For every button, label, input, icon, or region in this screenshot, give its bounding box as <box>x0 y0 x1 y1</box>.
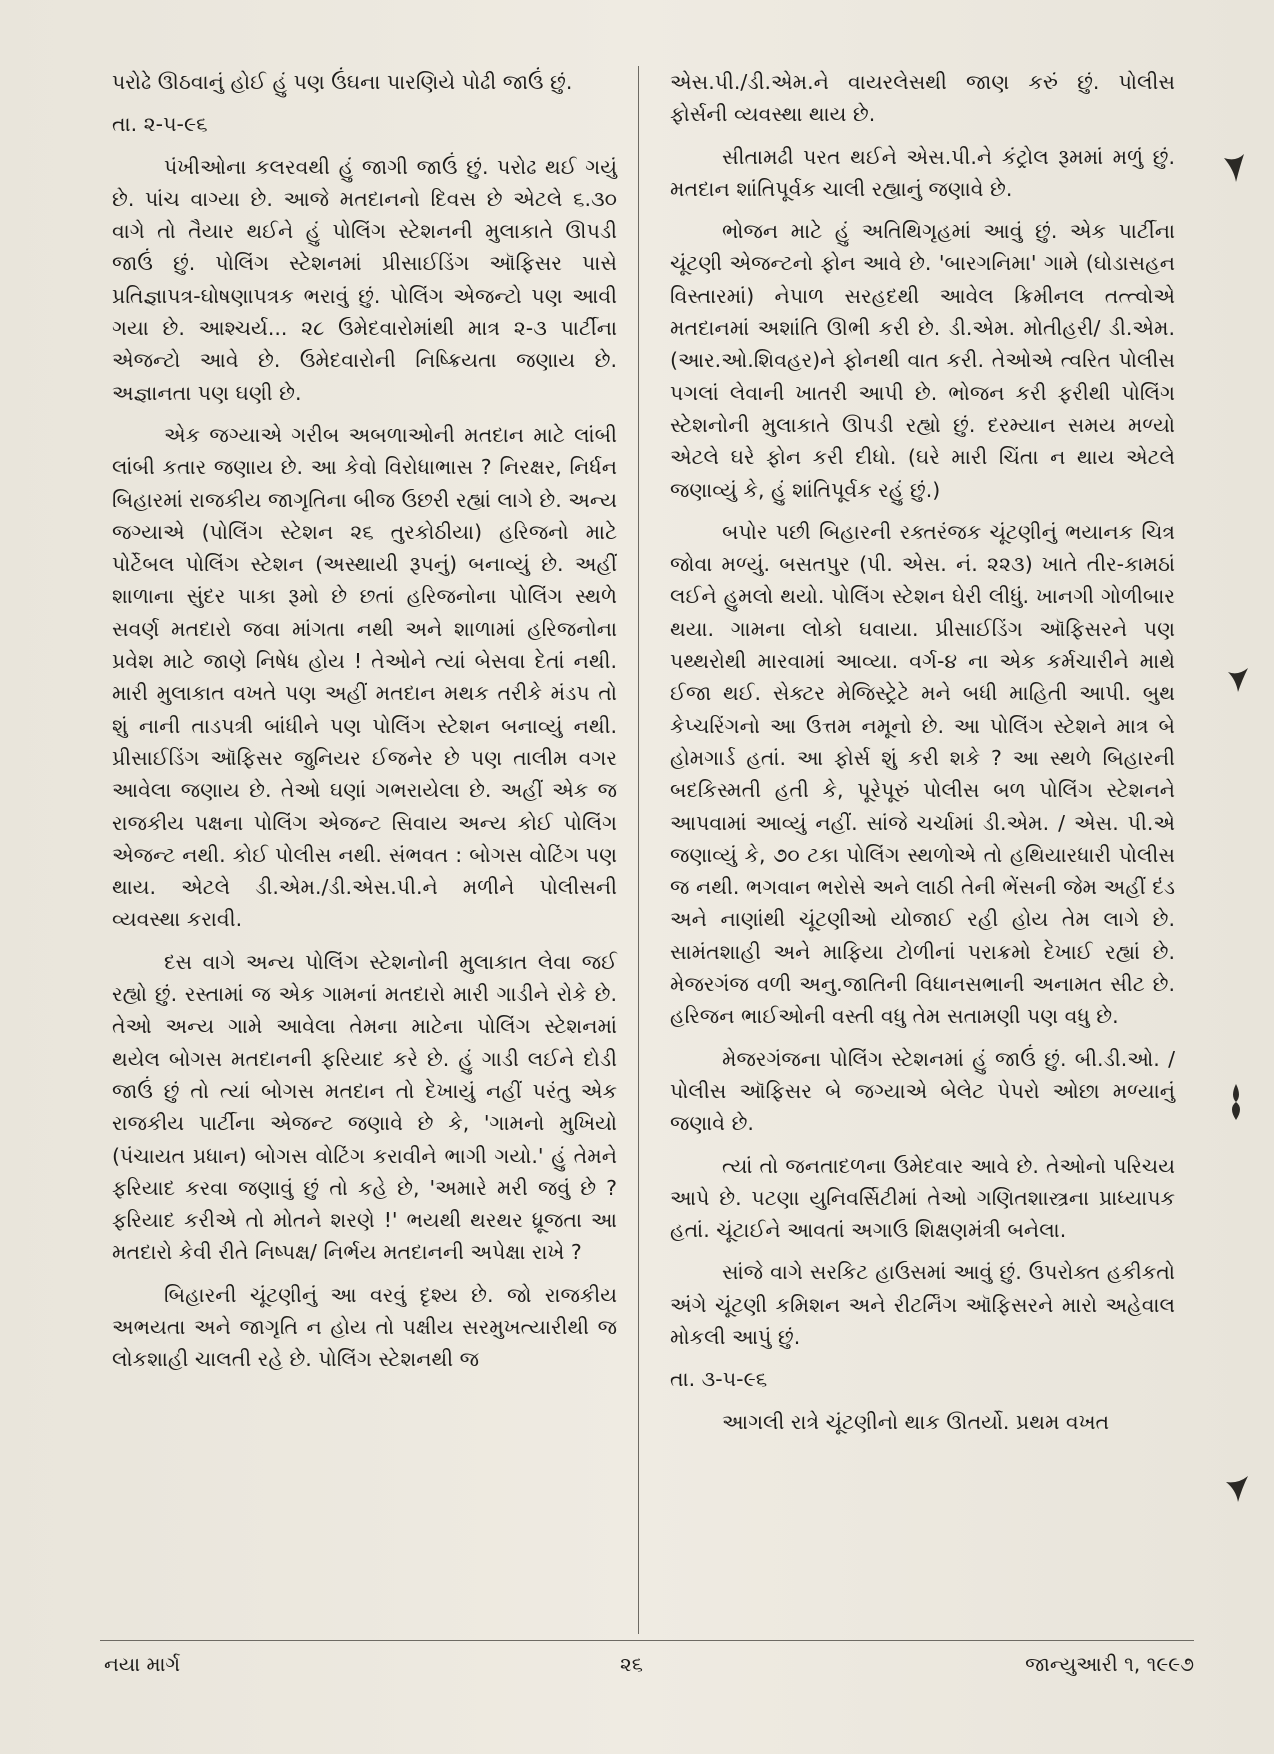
binding-hole-mark <box>1222 148 1252 188</box>
paragraph: ભોજન માટે હું અતિથિગૃહમાં આવું છું. એક પાર્ટીના ચૂંટણી એજન્ટનો ફોન આવે છે. 'બારગનિમા' ગામે (ઘોડાસહન વિસ્તારમાં) નેપાળ સરહદથી આવેલ ક્રિમીનલ તત્ત્વોએ મતદાનમાં અશાંતિ ઊભી કરી છે. ડી.એમ. મોતીહરી/ ડી.એમ. (આર.ઓ.શિવહર)ને ફોનથી વાત કરી. તેઓએ ત્વરિત પોલીસ પગલાં લેવાની ખાતરી આપી છે. ભોજન કરી ફરીથી પોલિંગ સ્ટેશનોની મુલાકાતે ઊપડી રહ્યો છું. દરમ્યાન સમય મળ્યો એટલે ઘરે ફોન કરી દીધો. (ઘરે મારી ચિંતા ન થાય એટલે જણાવ્યું કે, હું શાંતિપૂર્વક રહું છું.) <box>670 219 1175 502</box>
diary-date: તા. ૩-૫-૯૬ <box>670 1367 768 1392</box>
binding-hole-mark <box>1224 1468 1254 1508</box>
paragraph: આગલી રાત્રે ચૂંટણીનો થાક ઊતર્યો. પ્રથમ વખત <box>722 1409 1110 1434</box>
paragraph: એસ.પી./ડી.એમ.ને વાયરલેસથી જાણ કરું છું. પોલીસ ફોર્સની વ્યવસ્થા થાય છે. <box>670 70 1175 127</box>
footer-rule <box>100 1640 1194 1641</box>
paragraph: સીતામઢી પરત થઈને એસ.પી.ને કંટ્રોલ રૂમમાં મળું છું. મતદાન શાંતિપૂર્વક ચાલી રહ્યાનું જણાવે છે. <box>670 144 1175 201</box>
paragraph: પરોઢે ઊઠવાનું હોઈ હું પણ ઉંઘના પારણિયે પોઢી જાઉં છું. <box>112 70 573 94</box>
diary-date: તા. ૨-૫-૯૬ <box>112 112 208 137</box>
footer-publication: નયા માર્ગ <box>104 1652 181 1676</box>
binding-hole-mark <box>1222 1082 1252 1122</box>
paragraph: એક જગ્યાએ ગરીબ અબળાઓની મતદાન માટે લાંબી લાંબી કતાર જણાય છે. આ કેવો વિરોધાભાસ ? નિરક્ષર, નિર્ધન બિહારમાં રાજકીય જાગૃતિના બીજ ઉછરી રહ્યાં લાગે છે. અન્ય જગ્યાએ (પોલિંગ સ્ટેશન ૨૬ તુરકોઠીયા) હરિજનો માટે પોર્ટેબલ પોલિંગ સ્ટેશન (અસ્થાયી રૂપનું) બનાવ્યું છે. અહીં શાળાના સુંદર પાકા રૂમો છે છતાં હરિજનોના પોલિંગ સ્થળે સવર્ણ મતદારો જવા માંગતા નથી અને શાળામાં હરિજનોના પ્રવેશ માટે જાણે નિષેધ હોય ! તેઓને ત્યાં બેસવા દેતાં નથી. મારી મુલાકાત વખતે પણ અહીં મતદાન મથક તરીકે મંડપ તો શું નાની તાડપત્રી બાંધીને પણ પોલિંગ સ્ટેશન બનાવ્યું નથી. પ્રીસાઈડિંગ ઑફિસર જુનિયર ઈજનેર છે પણ તાલીમ વગર આવેલા જણાય છે. તેઓ ઘણાં ગભરાયેલા છે. અહીં એક જ રાજકીય પક્ષના પોલિંગ એજન્ટ સિવાય અન્ય કોઈ પોલિંગ એજન્ટ નથી. કોઈ પોલીસ નથી. સંભવત : બોગસ વોટિંગ પણ થાય. એટલે ડી.એમ./ડી.એસ.પી.ને મળીને પોલીસની વ્યવસ્થા કરાવી. <box>112 422 617 932</box>
paragraph: બિહારની ચૂંટણીનું આ વરવું દૃશ્ય છે. જો રાજકીય અભયતા અને જાગૃતિ ન હોય તો પક્ષીય સરમુખત્યારીથી જ લોકશાહી ચાલતી રહે છે. પોલિંગ સ્ટેશનથી જ <box>112 1282 617 1372</box>
paragraph: દસ વાગે અન્ય પોલિંગ સ્ટેશનોની મુલાકાત લેવા જઈ રહ્યો છું. રસ્તામાં જ એક ગામનાં મતદારો મારી ગાડીને રોકે છે. તેઓ અન્ય ગામે આવેલા તેમના માટેના પોલિંગ સ્ટેશનમાં થયેલ બોગસ મતદાનની ફરિયાદ કરે છે. હું ગાડી લઈને દોડી જાઉં છું તો ત્યાં બોગસ મતદાન તો દેખાયું નહીં પરંતુ એક રાજકીય પાર્ટીના એજન્ટ જણાવે છે કે, 'ગામનો મુખિયો (પંચાયત પ્રધાન) બોગસ વોટિંગ કરાવીને ભાગી ગયો.' હું તેમને ફરિયાદ કરવા જણાવું છું તો કહે છે, 'અમારે મરી જવું છે ? ફરિયાદ કરીએ તો મોતને શરણે !' ભયથી થરથર ધ્રૂજતા આ મતદારો કેવી રીતે નિષ્પક્ષ/ નિર્ભય મતદાનની અપેક્ષા રાખે ? <box>112 949 617 1265</box>
paragraph: સાંજે વાગે સરકિટ હાઉસમાં આવું છું. ઉપરોક્ત હકીકતો અંગે ચૂંટણી કમિશન અને રીટર્નિંગ ઑફિસરને મારો અહેવાલ મોકલી આપું છું. <box>670 1260 1175 1349</box>
paragraph: મેજરગંજના પોલિંગ સ્ટેશનમાં હું જાઉં છું. બી.ડી.ઓ. / પોલીસ ઑફિસર બે જગ્યાએ બેલેટ પેપરો ઓછા મળ્યાનું જણાવે છે. <box>670 1046 1175 1136</box>
paragraph: બપોર પછી બિહારની રક્તરંજક ચૂંટણીનું ભયાનક ચિત્ર જોવા મળ્યું. બસતપુર (પી. એસ. નં. ૨૨૩) ખાતે તીર-કામઠાં લઈને હુમલો થયો. પોલિંગ સ્ટેશન ઘેરી લીધું. ખાનગી ગોળીબાર થયા. ગામના લોકો ઘવાયા. પ્રીસાઈડિંગ ઑફિસરને પણ પથ્થરોથી મારવામાં આવ્યા. વર્ગ-૪ ના એક કર્મચારીને માથે ઈજા થઈ. સેક્ટર મેજિસ્ટ્રેટે મને બધી માહિતી આપી. બુથ કેપ્ચરિંગનો આ ઉત્તમ નમૂનો છે. આ પોલિંગ સ્ટેશને માત્ર બે હોમગાર્ડ હતાં. આ ફોર્સ શું કરી શકે ? આ સ્થળે બિહારની બદકિસ્મતી હતી કે, પૂરેપૂરું પોલીસ બળ પોલિંગ સ્ટેશનને આપવામાં આવ્યું નહીં. સાંજે ચર્ચામાં ડી.એમ. / એસ. પી.એ જણાવ્યું કે, ૭૦ ટકા પોલિંગ સ્થળોએ તો હથિયારધારી પોલીસ જ નથી. ભગવાન ભરોસે અને લાઠી તેની ભેંસની જેમ અહીં દંડ અને નાણાંથી ચૂંટણીઓ યોજાઈ રહી હોય તેમ લાગે છે. સામંતશાહી અને માફિયા ટોળીનાં પરાક્રમો દેખાઈ રહ્યાં છે. મેજરગંજ વળી અનુ.જાતિની વિધાનસભાની અનામત સીટ છે. હરિજન ભાઈઓની વસ્તી વધુ તેમ સતામણી પણ વધુ છે. <box>670 519 1175 1029</box>
paragraph: પંખીઓના કલરવથી હું જાગી જાઉં છું. પરોઢ થઈ ગયું છે. પાંચ વાગ્યા છે. આજે મતદાનનો દિવસ છે એટલે ૬.૩૦ વાગે તો તૈયાર થઈને હું પોલિંગ સ્ટેશનની મુલાકાતે ઊપડી જાઉં છું. પોલિંગ સ્ટેશનમાં પ્રીસાઈડિંગ ઑફિસર પાસે પ્રતિજ્ઞાપત્ર-ઘોષણાપત્રક ભરાવું છું. પોલિંગ એજન્ટો પણ આવી ગયા છે. આશ્ચર્ય... ૨૮ ઉમેદવારોમાંથી માત્ર ૨-૩ પાર્ટીના એજન્ટો આવે છે. ઉમેદવારોની નિષ્ક્રિયતા જણાય છે. અજ્ઞાનતા પણ ઘણી છે. <box>112 154 617 405</box>
right-column <box>670 66 1175 1448</box>
footer-page-number: ૨૬ <box>620 1652 643 1676</box>
paragraph: ત્યાં તો જનતાદળના ઉમેદવાર આવે છે. તેઓનો પરિચય આપે છે. પટણા યુનિવર્સિટીમાં તેઓ ગણિતશાસ્ત્રના પ્રાધ્યાપક હતાં. ચૂંટાઈને આવતાં અગાઉ શિક્ષણમંત્રી બનેલા. <box>670 1153 1175 1243</box>
column-divider <box>638 66 639 1634</box>
binding-hole-mark <box>1226 660 1256 700</box>
footer-issue-date: જાન્યુઆરી ૧, ૧૯૯૭ <box>1025 1652 1194 1676</box>
left-column <box>112 66 617 1386</box>
